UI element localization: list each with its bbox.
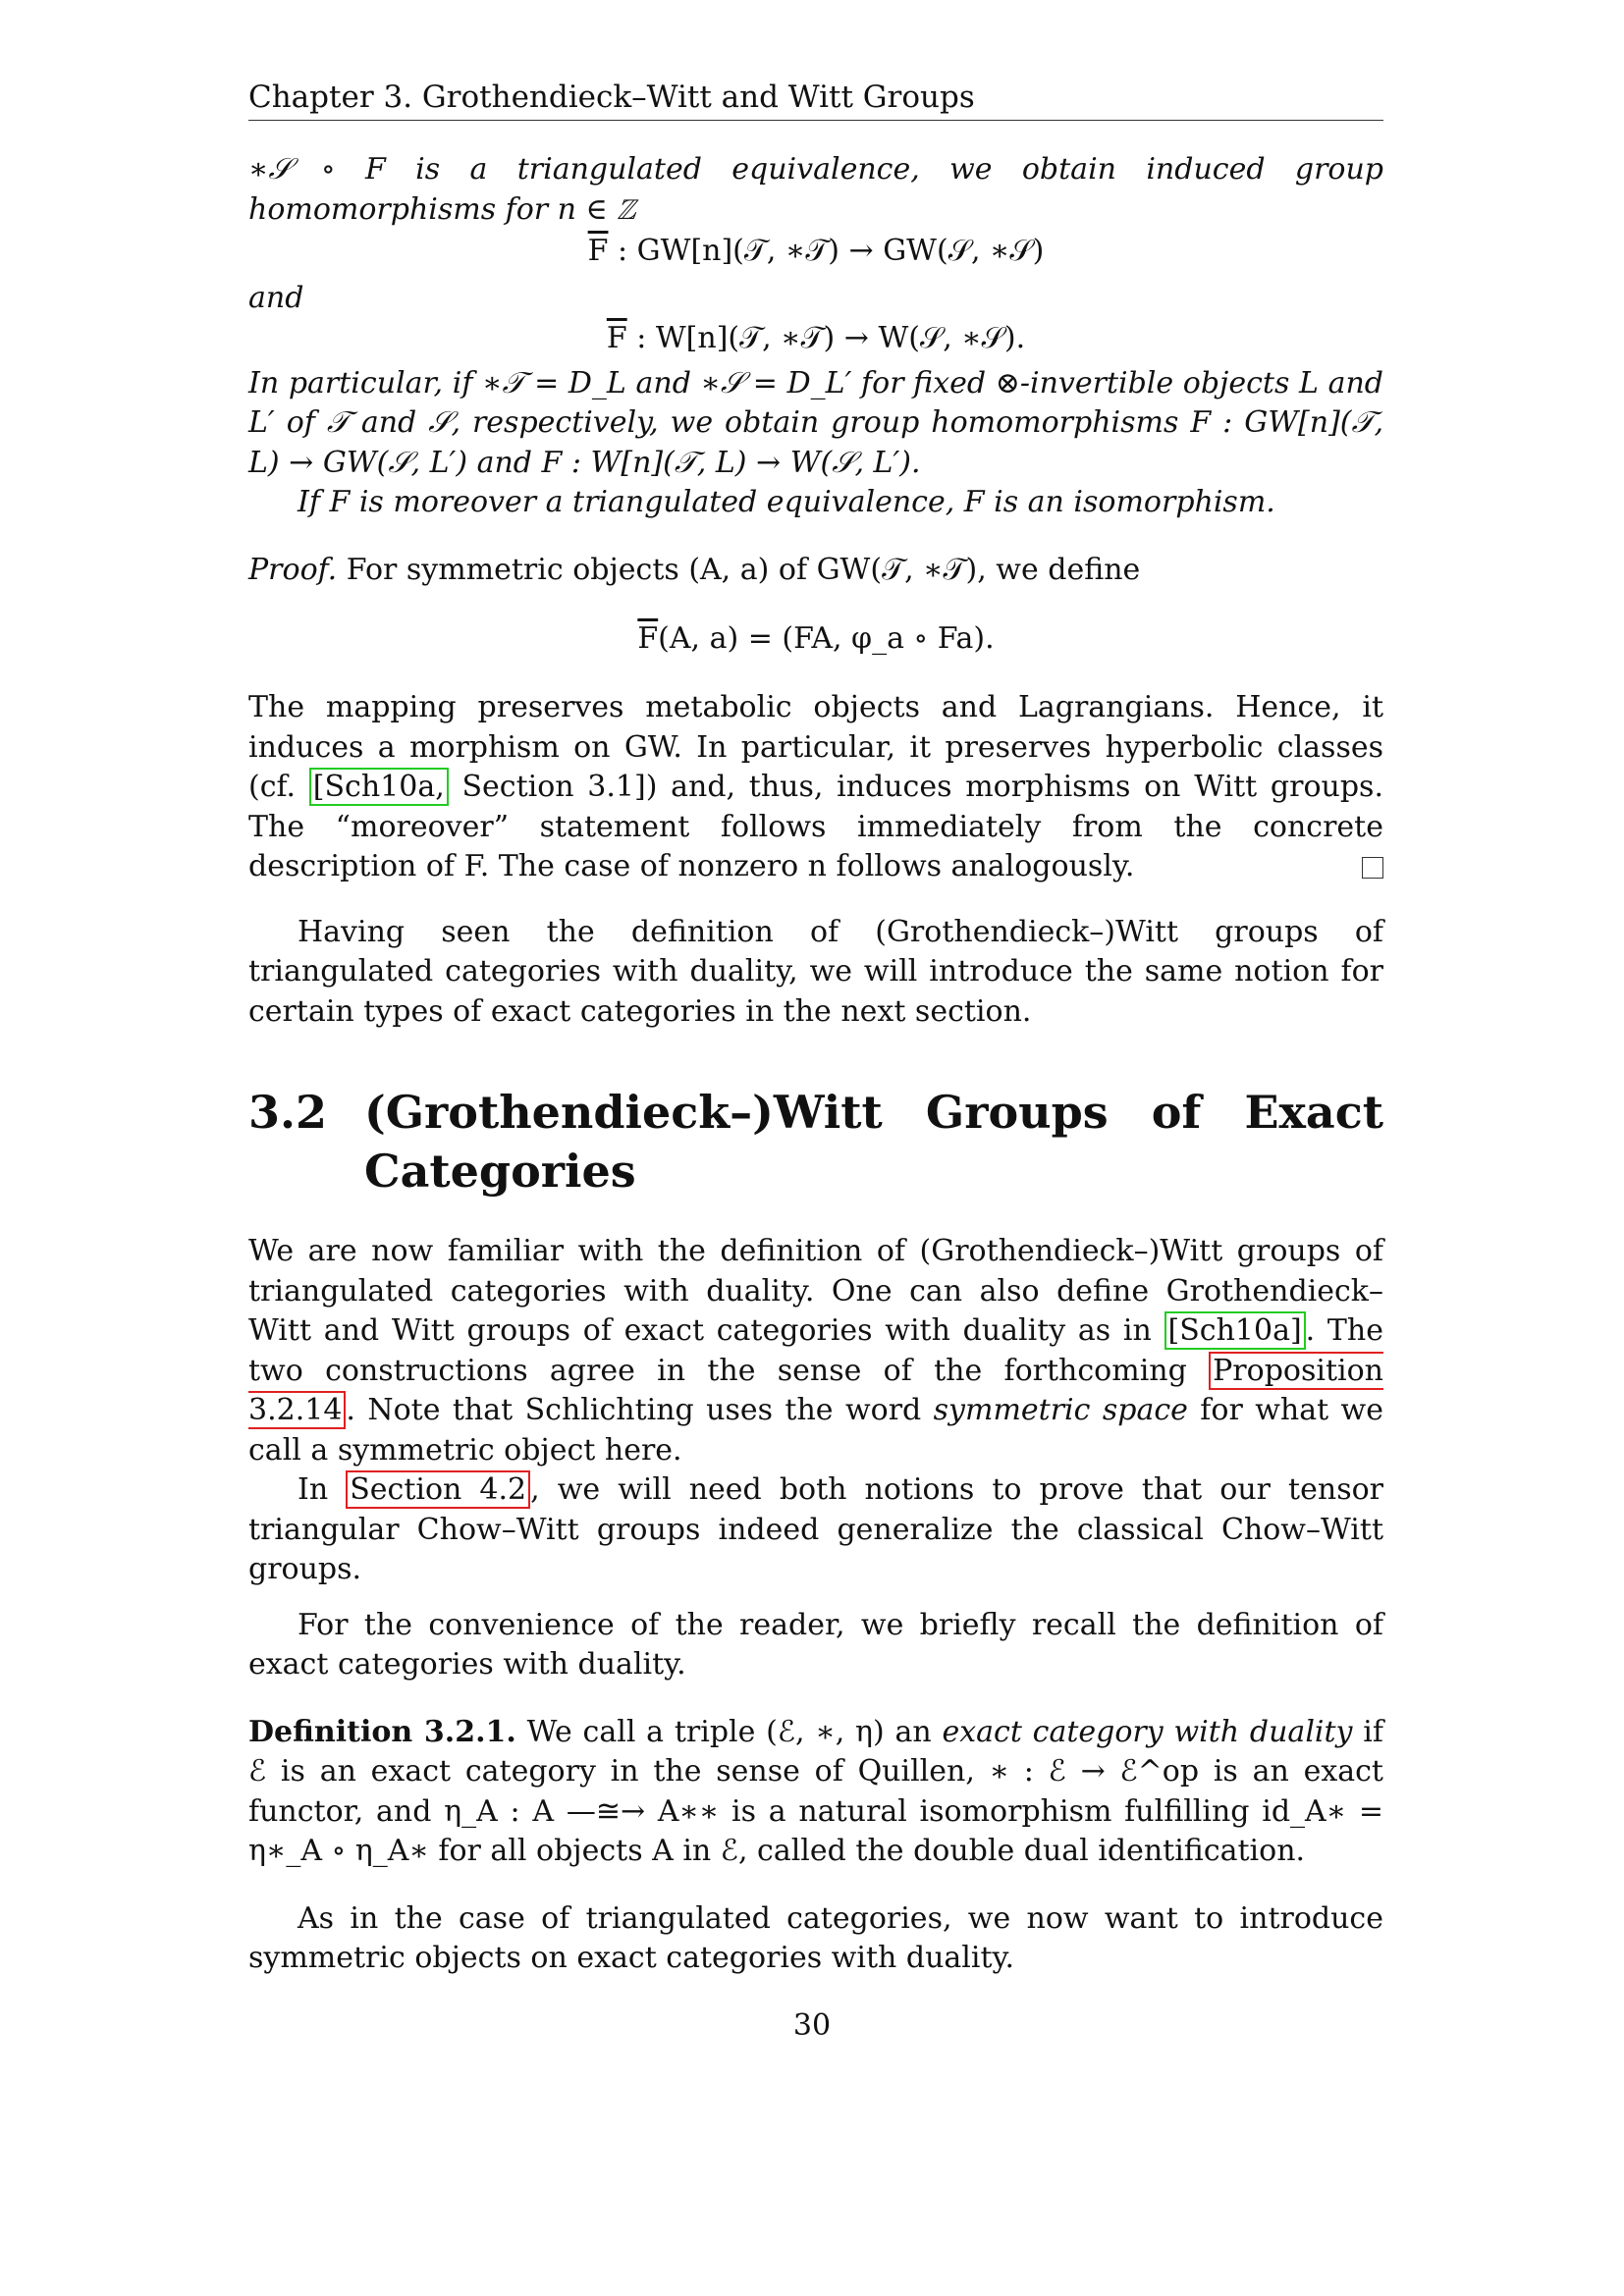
- proof-intro: Proof. For symmetric objects (A, a) of GW(𝒯, ∗𝒯), we define: [248, 552, 1141, 587]
- definition-3-2-1: Definition 3.2.1. We call a triple (ℰ, ∗, η) an exact category with duality if ℰ is an exact category in the sense of Quillen, ∗ : ℰ → ℰ^op is an exact functor, and η_A : A —≅→ A∗∗ is a natural isomorphism fulfilling id_A∗ = η∗_A ∘ η_A∗ for all objects A in ℰ, called the double dual identification.: [248, 1714, 1383, 1868]
- as-in-paragraph: As in the case of triangulated categories, we now want to introduce symmetric objects on exact categories with duality.: [248, 1900, 1383, 1975]
- having-seen-paragraph: Having seen the definition of (Grothendieck–)Witt groups of triangulated categories with duality, we will introduce the same notion for certain types of exact categories in the next section.: [248, 914, 1383, 1029]
- section-heading: 3.2 (Grothendieck–)Witt Groups of Exact Categories: [248, 1086, 1383, 1198]
- in-particular-paragraph: In particular, if ∗𝒯 = D_L and ∗𝒮 = D_L′ for fixed ⊗-invertible objects L and L′ of 𝒯 and 𝒮, respectively, we obtain group homomorphisms F : GW[n](𝒯, L) → GW(𝒮, L′) and F : W[n](𝒯, L) → W(𝒮, L′).: [248, 365, 1383, 480]
- page: [248, 77, 1383, 1979]
- equation-w: $\overline{F}$ : W[n](𝒯, ∗𝒯) → W(𝒮, ∗𝒮).: [606, 320, 1026, 355]
- equation-proof: $\overline{F}(A$, a) = (FA, φ_a ∘ Fa).: [637, 621, 995, 656]
- running-header: Chapter 3. Grothendieck–Witt and Witt Groups: [248, 77, 1383, 121]
- qed-square-icon: [1362, 857, 1383, 879]
- moreover-paragraph: If F is moreover a triangulated equivalence, F is an isomorphism.: [298, 485, 1275, 519]
- equation-gw: $\overline{F}$ : GW[n](𝒯, ∗𝒯) → GW(𝒮, ∗𝒮): [587, 234, 1045, 268]
- familiar-paragraph: We are now familiar with the definition of (Grothendieck–)Witt groups of triangulated categories with duality. One can also define Grothendieck–Witt and Witt groups of exact categories with duality as in [Sch10a] . The two constructions agree in the sense of the forthcoming Proposition 3.2.14 . Note that Schlichting uses the word symmetric space for what we call a symmetric object here.: [248, 1234, 1383, 1468]
- proposition-continuation: ∗𝒮 ∘ F is a triangulated equivalence, we obtain induced group homomorphisms for n ∈ ℤ: [248, 152, 1383, 227]
- section-4-2-link[interactable]: Section 4.2: [346, 1470, 530, 1509]
- and-text: and: [248, 281, 304, 315]
- convenience-paragraph: For the convenience of the reader, we briefly recall the definition of exact categories with duality.: [248, 1607, 1383, 1682]
- proposition-3-2-14-link[interactable]: Proposition 3.2.14: [248, 1353, 1383, 1427]
- page-number: 30: [792, 2008, 832, 2043]
- citation-link-sch10a-2[interactable]: [Sch10a]: [1164, 1311, 1306, 1350]
- proof-body: The mapping preserves metabolic objects and Lagrangians. Hence, it induces a morphism on GW. In particular, it preserves hyperbolic classes (cf. [Sch10a, Section 3.1]) and, thus, induces morphisms on Witt groups. The “moreover” statement follows immediately from the concrete description of F. The case of nonzero n follows analogously.: [248, 690, 1383, 883]
- section-4-2-paragraph: In Section 4.2 , we will need both notions to prove that our tensor triangular Chow–Witt groups indeed generalize the classical Chow–Witt groups.: [248, 1472, 1383, 1586]
- F-bar: $\overline{F}$: [587, 234, 609, 268]
- citation-link-sch10a[interactable]: [Sch10a,: [309, 768, 449, 806]
